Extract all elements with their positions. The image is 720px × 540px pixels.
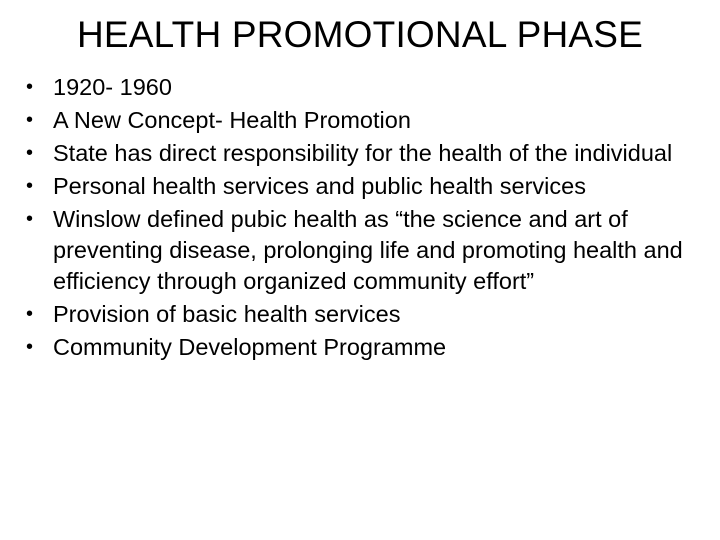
bullet-icon: •: [26, 142, 34, 164]
bullet-icon: •: [26, 208, 34, 230]
bullet-icon: •: [26, 303, 34, 325]
bullet-text: Personal health services and public health services: [53, 173, 586, 199]
bullet-item-services: [26, 171, 698, 202]
bullet-text: Provision of basic health services: [53, 301, 401, 327]
bullet-item-basic-services: [26, 299, 698, 330]
bullet-text: Winslow defined pubic health as “the science and art of preventing disease, prolonging life and promoting health and efficiency through organized community effort”: [53, 206, 683, 294]
bullet-item-new-concept: [26, 105, 698, 136]
bullet-item-community-development: [26, 332, 698, 363]
bullet-text: A New Concept- Health Promotion: [53, 107, 411, 133]
bullet-list: [26, 72, 698, 365]
bullet-icon: •: [26, 76, 34, 98]
bullet-item-state-responsibility: [26, 138, 698, 169]
bullet-text: 1920- 1960: [53, 74, 172, 100]
slide-title: HEALTH PROMOTIONAL PHASE: [76, 14, 644, 55]
bullet-icon: •: [26, 175, 34, 197]
bullet-icon: •: [26, 109, 34, 131]
bullet-item-period: [26, 72, 698, 103]
bullet-text: State has direct responsibility for the health of the individual: [53, 140, 673, 166]
bullet-icon: •: [26, 336, 34, 358]
bullet-item-winslow-definition: [26, 204, 698, 297]
bullet-text: Community Development Programme: [53, 334, 447, 360]
